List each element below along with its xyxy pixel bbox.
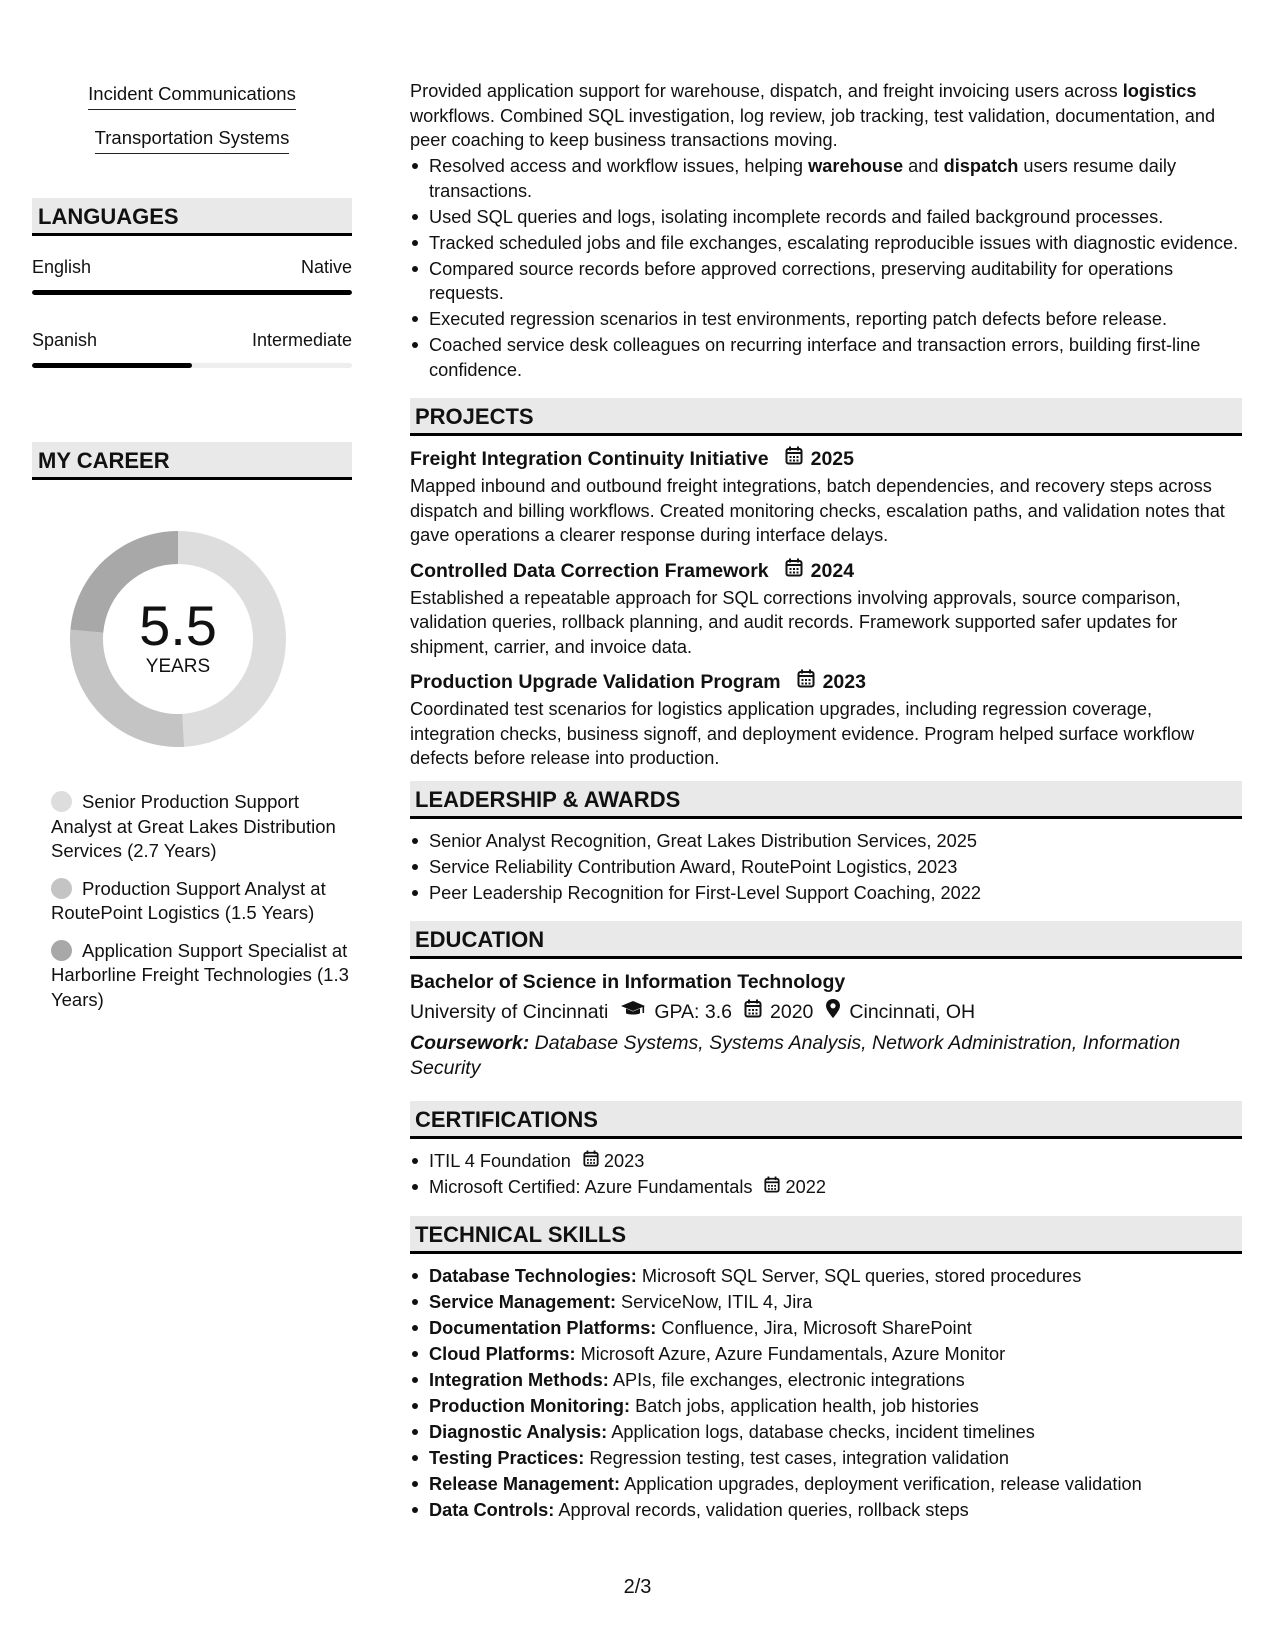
bullet-text: and [903, 156, 944, 176]
project-description: Established a repeatable approach for SQL corrections involving approvals, source comparison, validation queries, rollback planning, and audit records. Framework supported safer updates for shipment, carrier, and invoice data. [410, 587, 1181, 657]
summary-text: workflows. Combined SQL investigation, log review, job tracking, test validation, documentation, and peer coaching to keep business transactions moving. [410, 105, 1216, 150]
language-name: Spanish [32, 330, 98, 350]
calendar-icon [785, 446, 803, 472]
skill-category: Database Technologies: [429, 1265, 637, 1286]
list-item [410, 1368, 1242, 1393]
list-item: Coached service desk colleagues on recurring interface and transaction errors, building first-line confidence. [410, 333, 1242, 382]
certification-name: ITIL 4 Foundation [429, 1151, 571, 1171]
education-heading: EDUCATION [410, 921, 1242, 959]
skill-category: Diagnostic Analysis: [429, 1421, 608, 1442]
project-item [410, 669, 1242, 771]
project-item [410, 446, 1242, 548]
tag-transportation-systems: Transportation Systems [95, 126, 290, 154]
bullet-bold: dispatch [943, 156, 1019, 176]
tag-incident-communications: Incident Communications [88, 82, 296, 110]
coursework [410, 1031, 1242, 1081]
calendar-icon [583, 1149, 599, 1174]
project-description: Mapped inbound and outbound freight integrations, batch dependencies, and recovery steps across dispatch and billing workflows. Created monitoring checks, escalation paths, and validation notes that gave operations a clearer response during interface delays. [410, 476, 1225, 545]
leadership-heading: LEADERSHIP & AWARDS [410, 781, 1242, 819]
certifications-list [410, 1149, 1242, 1200]
skill-category: Integration Methods: [429, 1369, 609, 1390]
skill-values: Application logs, database checks, incident timelines [607, 1421, 1035, 1442]
summary-text: Provided application support for warehouse, dispatch, and freight invoicing users across [410, 81, 1123, 101]
list-item: Tracked scheduled jobs and file exchanges, escalating reproducible issues with diagnostic evidence. [410, 231, 1242, 256]
list-item: Service Reliability Contribution Award, RoutePoint Logistics, 2023 [410, 855, 1242, 880]
skill-values: Confluence, Jira, Microsoft SharePoint [656, 1317, 972, 1338]
language-english [32, 256, 352, 295]
language-proficiency-fill [32, 290, 352, 295]
coursework-label: Coursework: [410, 1032, 530, 1054]
list-item [410, 1420, 1242, 1445]
list-item [410, 1394, 1242, 1419]
list-item: Senior Analyst Recognition, Great Lakes Distribution Services, 2025 [410, 829, 1242, 854]
list-item [410, 1290, 1242, 1315]
skill-values: ServiceNow, ITIL 4, Jira [616, 1291, 813, 1312]
skill-values: Microsoft SQL Server, SQL queries, stored procedures [636, 1265, 1082, 1286]
list-item [410, 1342, 1242, 1367]
sidebar [32, 82, 352, 1025]
language-proficiency-fill [32, 363, 192, 368]
skill-category: Cloud Platforms: [429, 1343, 576, 1364]
summary-bold: logistics [1122, 81, 1197, 101]
projects-heading: PROJECTS [410, 398, 1242, 436]
skill-category: Service Management: [429, 1291, 616, 1312]
calendar-icon [764, 1175, 780, 1200]
certification-name: Microsoft Certified: Azure Fundamentals [429, 1177, 753, 1197]
school-name: University of Cincinnati [410, 1001, 609, 1023]
career-donut-chart [63, 524, 293, 754]
experience-summary [410, 79, 1242, 153]
skill-category: Testing Practices: [429, 1447, 585, 1468]
language-level: Native [300, 257, 352, 277]
list-item: Compared source records before approved corrections, preserving auditability for operations requests. [410, 257, 1242, 306]
languages-heading: LANGUAGES [32, 198, 352, 236]
certification-year: 2023 [603, 1151, 645, 1171]
skill-values: Batch jobs, application health, job histories [630, 1395, 979, 1416]
page-number: 2/3 [623, 1576, 652, 1598]
project-year: 2025 [810, 448, 854, 470]
strength-tags [32, 82, 352, 154]
calendar-icon [744, 999, 762, 1025]
graduation-year: 2020 [770, 1001, 814, 1023]
list-item [410, 1175, 1242, 1200]
gpa: GPA: 3.6 [654, 1001, 733, 1023]
certification-year: 2022 [785, 1177, 826, 1197]
list-item: Used SQL queries and logs, isolating incomplete records and failed background processes. [410, 205, 1242, 230]
career-item-text: Application Support Specialist at Harborline Freight Technologies (1.3 Years) [51, 939, 349, 1010]
calendar-icon [785, 558, 803, 584]
career-item-text: Senior Production Support Analyst at Great Lakes Distribution Services (2.7 Years) [51, 791, 336, 861]
legend-dot-icon [51, 940, 72, 961]
coursework-list: Database Systems, Systems Analysis, Network Administration, Information Security [410, 1032, 1181, 1079]
list-item [410, 1472, 1242, 1497]
language-proficiency-bar [32, 363, 352, 368]
career-legend [32, 790, 352, 1012]
location-pin-icon [825, 998, 841, 1026]
main-column [410, 79, 1242, 1522]
skill-values: Application upgrades, deployment verification, release validation [620, 1473, 1142, 1494]
calendar-icon [797, 669, 815, 695]
experience-bullets [410, 154, 1242, 382]
language-spanish [32, 329, 352, 368]
list-item [410, 154, 1242, 203]
legend-dot-icon [51, 878, 72, 899]
project-name: Controlled Data Correction Framework [410, 559, 769, 582]
project-year: 2023 [822, 671, 866, 693]
bullet-text: Resolved access and workflow issues, helping [429, 156, 809, 176]
list-item [410, 1446, 1242, 1471]
skill-category: Release Management: [429, 1473, 621, 1494]
career-years-label: YEARS [145, 656, 211, 677]
project-name: Freight Integration Continuity Initiative [410, 448, 769, 470]
certifications-heading: CERTIFICATIONS [410, 1101, 1242, 1139]
graduation-cap-icon [620, 999, 646, 1025]
language-level: Intermediate [251, 330, 352, 350]
skill-values: Microsoft Azure, Azure Fundamentals, Azure Monitor [575, 1343, 1006, 1364]
degree-title: Bachelor of Science in Information Technology [410, 971, 846, 993]
project-year: 2024 [810, 559, 855, 582]
career-heading: MY CAREER [32, 442, 352, 480]
language-name: English [32, 257, 92, 277]
career-item [51, 939, 352, 1013]
list-item [410, 1149, 1242, 1174]
career-item-text: Production Support Analyst at RoutePoint Logistics (1.5 Years) [51, 877, 326, 923]
skill-category: Data Controls: [429, 1499, 555, 1520]
skills-heading: TECHNICAL SKILLS [410, 1216, 1242, 1254]
skill-category: Production Monitoring: [429, 1395, 631, 1416]
education-details [410, 998, 1242, 1026]
leadership-list [410, 829, 1242, 906]
career-item [51, 877, 352, 926]
list-item [410, 1498, 1242, 1523]
skill-values: Approval records, validation queries, rollback steps [554, 1499, 969, 1520]
skills-list [410, 1264, 1242, 1523]
career-item [51, 790, 352, 864]
skill-values: APIs, file exchanges, electronic integrations [608, 1369, 965, 1390]
language-proficiency-bar [32, 290, 352, 295]
list-item: Executed regression scenarios in test environments, reporting patch defects before release. [410, 307, 1242, 332]
list-item [410, 1264, 1242, 1289]
bullet-bold: warehouse [808, 156, 904, 176]
career-total-years: 5.5 [139, 594, 217, 657]
skill-values: Regression testing, test cases, integration validation [584, 1447, 1009, 1468]
school-location: Cincinnati, OH [849, 1001, 976, 1023]
project-item [410, 558, 1242, 660]
list-item [410, 1316, 1242, 1341]
project-description: Coordinated test scenarios for logistics application upgrades, including regression coverage, integration checks, business signoff, and deployment evidence. Program helped surface workflow defects before release into production. [410, 699, 1195, 768]
skill-category: Documentation Platforms: [429, 1317, 657, 1338]
bullet-text: users resume daily transactions. [429, 156, 1177, 201]
project-name: Production Upgrade Validation Program [410, 671, 781, 693]
list-item: Peer Leadership Recognition for First-Level Support Coaching, 2022 [410, 881, 1242, 906]
legend-dot-icon [51, 791, 72, 812]
